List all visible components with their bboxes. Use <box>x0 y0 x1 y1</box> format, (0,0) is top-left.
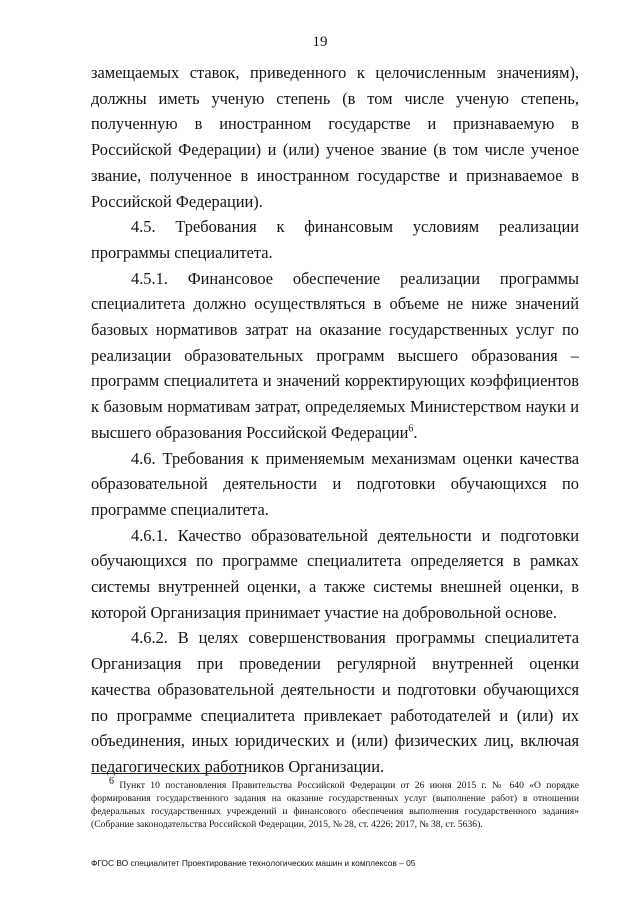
page-footer: ФГОС ВО специалитет Проектирование технологических машин и комплексов – 05 <box>91 858 416 868</box>
paragraph-4-6-2: 4.6.2. В целях совершенствования программы специалитета Организация при проведении регулярной внутренней оценки качества образовательной деятельности и подготовки обучающихся по программе специалитета привлекает работодателей и (или) их объединения, иных юридических и (или) физических лиц, включая педагогических работников Организации. <box>91 628 579 776</box>
paragraph-4-5-1 <box>91 266 579 446</box>
footnote-text: Пункт 10 постановления Правительства Российской Федерации от 26 июня 2015 г. № 640 «О порядке формирования государственного задания на оказание государственных услуг (выполнение работ) в отношении федеральных государственных учреждений и финансового обеспечения выполнения государственного задания» (Собрание законодательства Российской Федерации, 2015, № 28, ст. 4226; 2017, № 38, ст. 5636). <box>91 780 579 830</box>
paragraph-4-6-1: 4.6.1. Качество образовательной деятельности и подготовки обучающихся по программе специалитета определяется в рамках системы внутренней оценки, а также системы внешней оценки, в которой Организация принимает участие на добровольной основе. <box>91 525 579 622</box>
paragraph-4-5: 4.5. Требования к финансовым условиям реализации программы специалитета. <box>91 217 579 262</box>
page-number: 19 <box>312 34 328 50</box>
paragraph-4-5-1-text: 4.5.1. Финансовое обеспечение реализации программы специалитета должно осуществляться в объеме не ниже значений базовых нормативов затрат на оказание государственных услуг по реализации образовательных программ высшего образования – программ специалитета и значений корректирующих коэффициентов к базовым нормативам затрат, определяемых Министерством науки и высшего образования Российской Федерации <box>91 268 579 442</box>
footnote-reference[interactable]: 6 <box>408 423 414 435</box>
footnote-marker: 6 <box>109 775 114 787</box>
footnote-divider <box>91 773 246 774</box>
footnote <box>91 775 579 831</box>
paragraph-continuation: замещаемых ставок, приведенного к целочисленным значениям), должны иметь ученую степень (в том числе ученую степень, полученную в иностранном государстве и признаваемую в Российской Федерации) и (или) ученое звание (в том числе ученое звание, полученное в иностранном государстве и признаваемое в Российской Федерации). <box>91 63 579 211</box>
paragraph-4-5-1-end: . <box>413 422 418 442</box>
document-body <box>91 60 579 780</box>
paragraph-4-6: 4.6. Требования к применяемым механизмам оценки качества образовательной деятельности и подготовки обучающихся по программе специалитета. <box>91 448 579 519</box>
